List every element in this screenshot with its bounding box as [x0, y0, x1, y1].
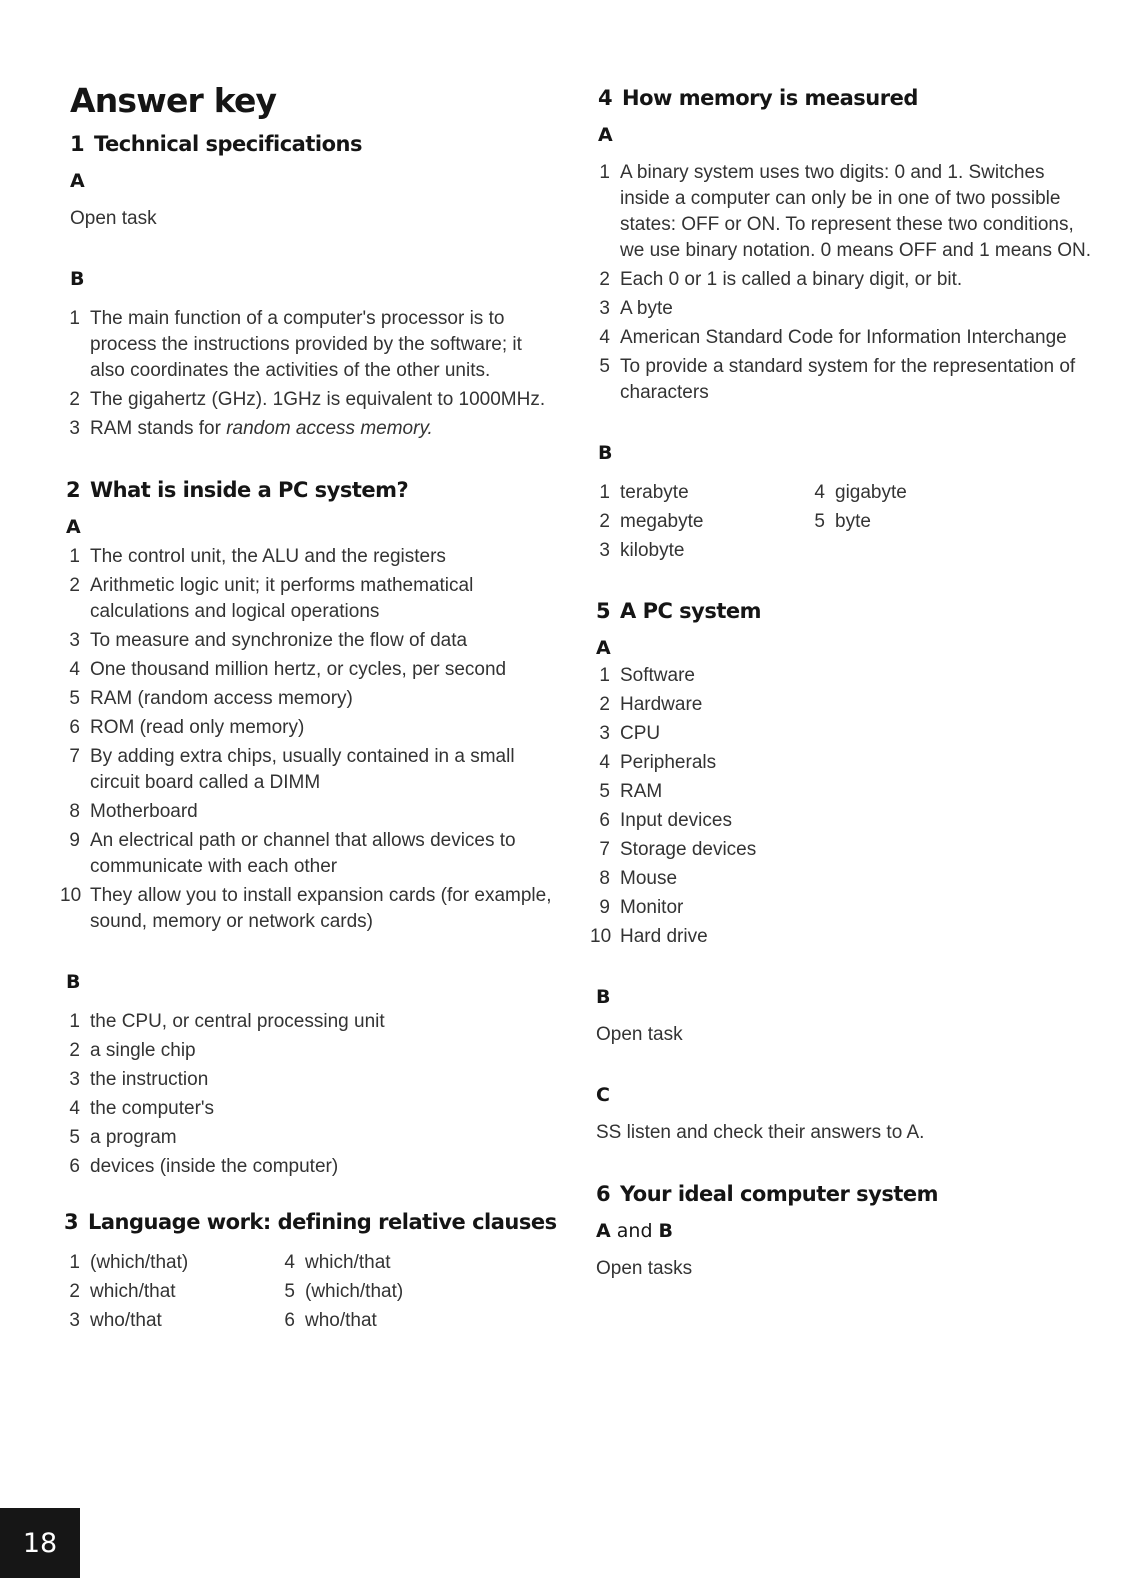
item-number: 3 — [599, 723, 610, 744]
list-item — [60, 416, 550, 442]
item-text: They allow you to install expansion cards (for example, sound, memory or network cards) — [90, 885, 552, 932]
item-text: which/that — [90, 1281, 176, 1302]
list-item — [60, 883, 560, 935]
item-text: terabyte — [620, 482, 689, 503]
item-number: 1 — [69, 1011, 80, 1032]
item-number: 2 — [69, 389, 80, 410]
item-text: a single chip — [90, 1040, 196, 1061]
item-text: Hard drive — [620, 926, 708, 947]
item-number: 1 — [69, 308, 80, 329]
item-number: 1 — [599, 482, 610, 503]
item-number: 1 — [69, 1252, 80, 1273]
section-4-a-list — [590, 160, 1095, 406]
item-text: who/that — [305, 1310, 377, 1331]
item-number: 3 — [599, 540, 610, 561]
item-number: 5 — [69, 1127, 80, 1148]
list-item — [275, 1250, 490, 1276]
item-number: 2 — [69, 1040, 80, 1061]
list-item — [60, 1067, 560, 1093]
section-2 — [60, 476, 570, 1180]
section-4-b-list — [590, 480, 1100, 567]
section-2-title: What is inside a PC system? — [90, 478, 409, 502]
item-text: Mouse — [620, 868, 678, 889]
item-number: 4 — [814, 482, 825, 503]
section-4-a-label: A — [598, 124, 613, 146]
list-item — [60, 1096, 560, 1122]
section-6-b-letter: B — [658, 1220, 674, 1242]
list-item — [275, 1308, 490, 1334]
item-text: byte — [835, 511, 871, 532]
item-number: 4 — [69, 1098, 80, 1119]
section-2-a-list — [60, 544, 560, 935]
section-1-a-text: Open task — [70, 208, 157, 229]
list-item — [590, 721, 1090, 747]
item-number: 3 — [599, 298, 610, 319]
item-number: 1 — [599, 665, 610, 686]
section-2-a-label: A — [66, 516, 81, 538]
item-number: 4 — [69, 659, 80, 680]
item-number: 6 — [284, 1310, 295, 1331]
list-item — [590, 750, 1090, 776]
list-item — [590, 837, 1090, 863]
list-item — [60, 799, 560, 825]
item-text: One thousand million hertz, or cycles, per second — [90, 659, 507, 680]
list-item — [805, 509, 1020, 535]
item-number: 3 — [69, 630, 80, 651]
item-text: the computer's — [90, 1098, 215, 1119]
section-5-a-list — [590, 663, 1090, 950]
list-item — [60, 1009, 560, 1035]
item-number: 1 — [599, 162, 610, 183]
page-number: 18 — [22, 1527, 58, 1559]
page-title: Answer key — [70, 81, 277, 120]
item-text: the instruction — [90, 1069, 209, 1090]
item-number: 3 — [69, 1069, 80, 1090]
section-6-title: Your ideal computer system — [620, 1182, 939, 1206]
item-text: (which/that) — [90, 1252, 189, 1273]
list-item — [590, 924, 1090, 950]
section-4-b-label: B — [598, 442, 613, 464]
list-item — [60, 715, 560, 741]
list-item — [590, 692, 1090, 718]
left-column — [60, 76, 570, 1337]
section-3-number: 3 — [64, 1210, 79, 1234]
section-2-b-list — [60, 1009, 560, 1180]
item-text: RAM — [620, 781, 663, 802]
list-item — [590, 895, 1090, 921]
item-number: 2 — [599, 269, 610, 290]
item-number: 8 — [599, 868, 610, 889]
section-1-b-label: B — [70, 268, 85, 290]
list-item — [60, 1308, 275, 1334]
section-2-heading — [66, 476, 570, 504]
section-4 — [598, 84, 1100, 567]
section-5 — [590, 597, 1100, 1146]
section-6-ab-label — [596, 1218, 1100, 1244]
item-number: 9 — [599, 897, 610, 918]
item-number: 1 — [69, 546, 80, 567]
item-text: the CPU, or central processing unit — [90, 1011, 385, 1032]
item-number: 5 — [284, 1281, 295, 1302]
item-text: Each 0 or 1 is called a binary digit, or bit. — [620, 269, 963, 290]
item-text: a program — [90, 1127, 177, 1148]
section-3-title: Language work: defining relative clauses — [88, 1210, 557, 1234]
item-text: CPU — [620, 723, 661, 744]
item-number: 2 — [599, 694, 610, 715]
list-item — [590, 663, 1090, 689]
list-item — [590, 509, 805, 535]
section-3-list — [60, 1250, 570, 1337]
section-4-title: How memory is measured — [622, 86, 918, 110]
item-text: who/that — [90, 1310, 162, 1331]
list-item — [60, 1279, 275, 1305]
item-number: 10 — [60, 885, 82, 906]
section-3 — [64, 1208, 570, 1337]
section-5-c-text: SS listen and check their answers to A. — [596, 1122, 925, 1143]
right-column — [590, 76, 1100, 1282]
list-item — [590, 296, 1095, 322]
item-text: (which/that) — [305, 1281, 404, 1302]
item-number: 5 — [599, 356, 610, 377]
section-1-heading — [70, 130, 570, 158]
item-number: 5 — [69, 688, 80, 709]
list-item — [590, 354, 1095, 406]
item-number: 8 — [69, 801, 80, 822]
item-number: 7 — [599, 839, 610, 860]
list-item — [590, 325, 1095, 351]
section-5-c-label: C — [596, 1084, 610, 1106]
section-6-text: Open tasks — [596, 1258, 693, 1279]
item-number: 2 — [69, 1281, 80, 1302]
list-item — [60, 628, 560, 654]
section-6 — [596, 1180, 1100, 1282]
item-text: gigabyte — [835, 482, 907, 503]
item-text: The control unit, the ALU and the registers — [90, 546, 446, 567]
item-text: Hardware — [620, 694, 703, 715]
item-number: 10 — [590, 926, 612, 947]
list-item — [60, 1154, 560, 1180]
item-text: A binary system uses two digits: 0 and 1. Switches inside a computer can only be in one of two possible states: OFF or ON. To represent these two conditions, we use binary notation. 0 means OFF and 1 means ON. — [620, 162, 1092, 261]
item-text: Software — [620, 665, 695, 686]
item-number: 6 — [69, 1156, 80, 1177]
item-text: Monitor — [620, 897, 684, 918]
list-item — [805, 480, 1020, 506]
item-text: An electrical path or channel that allows devices to communicate with each other — [90, 830, 516, 877]
section-1 — [70, 130, 570, 442]
section-5-b-label: B — [596, 986, 611, 1008]
section-1-b-list — [60, 306, 550, 442]
page-number-tab — [0, 1508, 80, 1578]
section-6-number: 6 — [596, 1182, 611, 1206]
item-text: Arithmetic logic unit; it performs mathematical calculations and logical operations — [90, 575, 474, 622]
item-number: 2 — [69, 575, 80, 596]
section-1-a-label: A — [70, 170, 85, 192]
list-item — [60, 544, 560, 570]
item-text: Storage devices — [620, 839, 757, 860]
item-text: By adding extra chips, usually contained in a small circuit board called a DIMM — [90, 746, 515, 793]
item-text: ROM (read only memory) — [90, 717, 305, 738]
section-5-title: A PC system — [620, 599, 762, 623]
list-item — [60, 744, 560, 796]
list-item — [60, 306, 550, 384]
section-5-number: 5 — [596, 599, 611, 623]
section-2-number: 2 — [66, 478, 81, 502]
item-text: The gigahertz (GHz). 1GHz is equivalent to 1000MHz. — [90, 389, 546, 410]
section-1-title: Technical specifications — [94, 132, 362, 156]
section-3-heading — [64, 1208, 570, 1236]
item-number: 5 — [599, 781, 610, 802]
list-item — [590, 779, 1090, 805]
list-item — [60, 1125, 560, 1151]
item-number: 6 — [599, 810, 610, 831]
section-6-a-letter: A — [596, 1220, 611, 1242]
item-text: To measure and synchronize the flow of data — [90, 630, 468, 651]
section-5-a-label: A — [596, 637, 611, 659]
item-text: devices (inside the computer) — [90, 1156, 339, 1177]
item-text: Motherboard — [90, 801, 198, 822]
item-number: 3 — [69, 418, 80, 439]
item-text: The main function of a computer's processor is to process the instructions provided by the software; it also coordinates the activities of the other units. — [90, 308, 522, 381]
list-item — [275, 1279, 490, 1305]
list-item — [60, 657, 560, 683]
list-item — [60, 1038, 560, 1064]
list-item — [590, 808, 1090, 834]
item-text: RAM stands for — [90, 418, 227, 439]
list-item — [590, 267, 1095, 293]
list-item — [60, 387, 550, 413]
list-item — [590, 160, 1095, 264]
item-text: A byte — [620, 298, 673, 319]
item-number: 9 — [69, 830, 80, 851]
item-text: Input devices — [620, 810, 732, 831]
list-item — [590, 480, 805, 506]
list-item — [60, 1250, 275, 1276]
item-text: megabyte — [620, 511, 704, 532]
item-number: 5 — [814, 511, 825, 532]
item-number: 4 — [599, 327, 610, 348]
item-number: 4 — [284, 1252, 295, 1273]
item-text: which/that — [305, 1252, 391, 1273]
item-text-italic: random access memory. — [226, 418, 433, 439]
list-item — [60, 828, 560, 880]
section-4-heading — [598, 84, 1100, 112]
list-item — [60, 573, 560, 625]
section-6-heading — [596, 1180, 1100, 1208]
section-4-number: 4 — [598, 86, 613, 110]
section-5-b-text: Open task — [596, 1024, 683, 1045]
list-item — [60, 686, 560, 712]
item-number: 3 — [69, 1310, 80, 1331]
item-text: kilobyte — [620, 540, 685, 561]
list-item — [590, 538, 805, 564]
item-number: 6 — [69, 717, 80, 738]
item-number: 4 — [599, 752, 610, 773]
item-number: 7 — [69, 746, 80, 767]
item-text: To provide a standard system for the representation of characters — [620, 356, 1076, 403]
section-6-and-word: and — [610, 1220, 659, 1242]
item-text: American Standard Code for Information Interchange — [620, 327, 1067, 348]
section-5-heading — [596, 597, 1100, 625]
section-1-number: 1 — [70, 132, 85, 156]
item-text: Peripherals — [620, 752, 717, 773]
item-text: RAM (random access memory) — [90, 688, 353, 709]
section-2-b-label: B — [66, 971, 81, 993]
item-number: 2 — [599, 511, 610, 532]
list-item — [590, 866, 1090, 892]
